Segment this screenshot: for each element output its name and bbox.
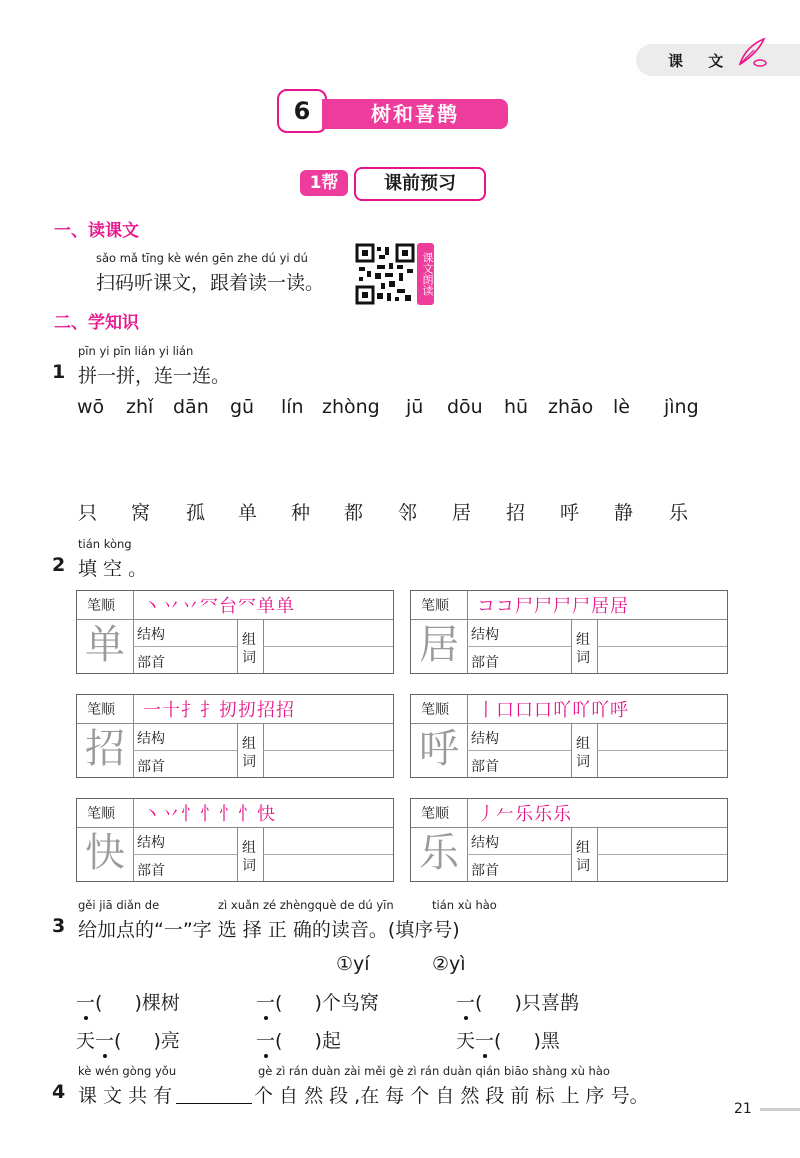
lesson-number: 6: [277, 89, 327, 133]
q3-text-b: “一”字 选 择 正 确的读音。(填序号): [154, 919, 460, 941]
word-label: 组: [576, 736, 590, 752]
word-label: 词: [576, 650, 590, 666]
q1-pinyin-word[interactable]: jìng: [664, 396, 699, 418]
q1-char[interactable]: 静: [614, 502, 634, 524]
radical-label: 部首: [137, 655, 165, 671]
stroke-step: 尸: [572, 596, 591, 617]
q1-char[interactable]: 种: [291, 502, 311, 524]
radical-answer[interactable]: [511, 855, 569, 880]
radical-label: 部首: [471, 655, 499, 671]
q3-item-suffix: )亮: [153, 1030, 180, 1052]
q1-pinyin-word[interactable]: gū: [230, 396, 255, 418]
divider: [571, 619, 572, 673]
q4-text-b: 个 自 然 段 ,在 每 个 自 然 段 前 标 上 序 号。: [254, 1085, 649, 1107]
big-char: 招: [85, 726, 125, 772]
structure-answer[interactable]: [177, 828, 235, 853]
structure-label: 结构: [471, 627, 499, 643]
q1-char[interactable]: 呼: [560, 502, 580, 524]
word-answer[interactable]: [599, 751, 725, 776]
q4-pinyin-b: gè zì rán duàn zài měi gè zì rán duàn qián biāo shàng xù hào: [258, 1064, 610, 1078]
q3-text-a: 给加点的: [78, 919, 155, 941]
q1-text: 拼一拼，连一连。: [78, 365, 231, 387]
divider: [571, 827, 572, 881]
stroke-sequence: [143, 800, 276, 826]
char-card: [410, 798, 728, 882]
word-answer[interactable]: [599, 828, 725, 853]
divider: [237, 827, 238, 881]
word-label: 组: [576, 632, 590, 648]
big-char: 呼: [419, 726, 459, 772]
word-answer[interactable]: [265, 855, 391, 880]
word-answer[interactable]: [265, 647, 391, 672]
q3-item-prefix: 一(: [76, 992, 103, 1014]
stroke-step: 㓁: [200, 596, 219, 617]
char-card: [76, 590, 394, 674]
q4-answer-blank[interactable]: [176, 1081, 252, 1104]
stroke-order-label: 笔顺: [421, 598, 449, 614]
feather-icon: [734, 36, 768, 68]
stroke-step: 扌: [181, 700, 200, 721]
radical-label: 部首: [137, 863, 165, 879]
char-card: [76, 694, 394, 778]
stroke-step: 扌: [200, 700, 219, 721]
q1-pinyin-word[interactable]: hū: [504, 396, 529, 418]
structure-label: 结构: [137, 731, 165, 747]
structure-label: 结构: [471, 835, 499, 851]
stroke-step: コ: [496, 596, 515, 617]
word-label: 组: [576, 840, 590, 856]
stroke-step: 丷: [162, 596, 181, 617]
radical-label: 部首: [471, 863, 499, 879]
divider: [467, 695, 468, 723]
word-answer[interactable]: [599, 620, 725, 645]
word-label: 组: [242, 632, 256, 648]
radical-answer[interactable]: [177, 855, 235, 880]
word-label: 词: [242, 858, 256, 874]
radical-label: 部首: [471, 759, 499, 775]
q1-pinyin-word[interactable]: jū: [406, 396, 424, 418]
stroke-step: 居: [610, 596, 629, 617]
stroke-step: 㓁: [238, 596, 257, 617]
stroke-step: 丨: [477, 700, 496, 721]
char-card: [76, 798, 394, 882]
big-char: 单: [85, 622, 125, 668]
word-answer[interactable]: [265, 620, 391, 645]
q3-item-prefix: 天一(: [456, 1030, 502, 1052]
stroke-step: 呼: [610, 700, 629, 721]
word-answer[interactable]: [265, 724, 391, 749]
stroke-step: 丷: [181, 596, 200, 617]
stroke-step: 单: [276, 596, 295, 617]
divider: [237, 619, 238, 673]
q3-item: [76, 988, 180, 1015]
q1-char[interactable]: 孤: [186, 502, 206, 524]
stroke-step: 扨: [219, 700, 238, 721]
word-label: 组: [242, 736, 256, 752]
stroke-step: 𠂉: [496, 804, 515, 825]
structure-answer[interactable]: [511, 828, 569, 853]
q4-text-a: 课 文 共 有: [78, 1085, 173, 1107]
structure-answer[interactable]: [511, 620, 569, 645]
stroke-step: 快: [257, 804, 276, 825]
structure-answer[interactable]: [511, 724, 569, 749]
q1-pinyin-word[interactable]: lè: [613, 396, 630, 418]
word-answer[interactable]: [265, 751, 391, 776]
stroke-step: 吖: [572, 700, 591, 721]
q2-number: 2: [52, 554, 66, 576]
stroke-step: 口: [515, 700, 534, 721]
q3-item: [456, 1026, 560, 1053]
q1-char[interactable]: 居: [452, 502, 472, 524]
structure-answer[interactable]: [177, 724, 235, 749]
q3-option: ②yì: [432, 953, 466, 975]
q3-item-suffix: )只喜鹊: [514, 992, 579, 1014]
stroke-step: 尸: [553, 596, 572, 617]
qr-code-icon[interactable]: [355, 243, 415, 305]
q2-pinyin: tián kòng: [78, 537, 132, 551]
q1-char[interactable]: 邻: [398, 502, 418, 524]
divider: [467, 799, 468, 827]
stroke-step: 招: [257, 700, 276, 721]
section-title: 课前预习: [354, 167, 486, 201]
stroke-step: コ: [477, 596, 496, 617]
stroke-step: 乐: [515, 804, 534, 825]
help-tag: 1帮: [300, 170, 348, 196]
lesson-title: 树和喜鹊: [322, 99, 508, 129]
structure-label: 结构: [471, 731, 499, 747]
radical-answer[interactable]: [511, 647, 569, 672]
big-char: 居: [419, 622, 459, 668]
word-answer[interactable]: [599, 855, 725, 880]
stroke-step: 单: [257, 596, 276, 617]
stroke-step: 居: [591, 596, 610, 617]
stroke-step: 吖: [591, 700, 610, 721]
stroke-step: 丿: [477, 804, 496, 825]
structure-label: 结构: [137, 835, 165, 851]
q3-item: [76, 1026, 180, 1053]
stroke-step: 忄: [238, 804, 257, 825]
divider: [133, 695, 134, 723]
q1-pinyin: pīn yi pīn lián yi lián: [78, 344, 194, 358]
q3-option: ①yí: [336, 953, 370, 975]
divider: [133, 799, 134, 827]
qr-label: 课文朗读: [417, 243, 434, 305]
q3-item-suffix: )黑: [533, 1030, 560, 1052]
stroke-step: 尸: [515, 596, 534, 617]
q1-char[interactable]: 单: [238, 502, 258, 524]
q1-pinyin-word[interactable]: dān: [173, 396, 209, 418]
char-card: [410, 590, 728, 674]
q4-pinyin-a: kè wén gòng yǒu: [78, 1064, 177, 1078]
q3-item: [256, 988, 379, 1015]
char-card: [410, 694, 728, 778]
stroke-step: 忄: [200, 804, 219, 825]
stroke-sequence: [477, 592, 629, 618]
word-label: 词: [242, 650, 256, 666]
stroke-order-label: 笔顺: [421, 806, 449, 822]
stroke-sequence: [477, 696, 629, 722]
stroke-step: 口: [496, 700, 515, 721]
q3-item-suffix: )个鸟窝: [314, 992, 379, 1014]
word-answer[interactable]: [599, 724, 725, 749]
q3-pinyin-c: tián xù hào: [432, 898, 497, 912]
q3-item-prefix: 一(: [256, 1030, 283, 1052]
word-answer[interactable]: [599, 647, 725, 672]
page-line: [760, 1108, 800, 1111]
radical-answer[interactable]: [177, 647, 235, 672]
q4-number: 4: [52, 1081, 66, 1103]
q1-pinyin-word[interactable]: lín: [281, 396, 304, 418]
q3-item-suffix: )棵树: [134, 992, 180, 1014]
big-char: 快: [85, 830, 125, 876]
structure-label: 结构: [137, 627, 165, 643]
q3-item: [456, 988, 579, 1015]
stroke-step: 台: [219, 596, 238, 617]
q1-char[interactable]: 只: [78, 502, 98, 524]
part1-heading: 一、读课文: [54, 221, 139, 241]
stroke-order-label: 笔顺: [87, 702, 115, 718]
stroke-order-label: 笔顺: [421, 702, 449, 718]
q1-number: 1: [52, 361, 66, 383]
stroke-step: 招: [276, 700, 295, 721]
radical-label: 部首: [137, 759, 165, 775]
stroke-step: 一: [143, 700, 162, 721]
stroke-step: 口: [534, 700, 553, 721]
q1-pinyin-word[interactable]: zhǐ: [126, 396, 154, 418]
q1-char[interactable]: 都: [344, 502, 364, 524]
stroke-step: 乐: [534, 804, 553, 825]
stroke-sequence: [477, 800, 572, 826]
q1-pinyin-word[interactable]: dōu: [447, 396, 483, 418]
q1-pinyin-word[interactable]: zhòng: [322, 396, 380, 418]
stroke-step: 乐: [553, 804, 572, 825]
q1-char[interactable]: 窝: [131, 502, 151, 524]
q3-item-prefix: 一(: [256, 992, 283, 1014]
stroke-sequence: [143, 592, 295, 618]
word-answer[interactable]: [265, 828, 391, 853]
structure-answer[interactable]: [177, 620, 235, 645]
q1-char[interactable]: 招: [506, 502, 526, 524]
q3-pinyin-a: gěi jiā diǎn de: [78, 898, 160, 912]
word-label: 词: [576, 754, 590, 770]
q3-item: [256, 1026, 341, 1053]
stroke-step: 丷: [162, 804, 181, 825]
q3-item-prefix: 一(: [456, 992, 483, 1014]
page-number: 21: [734, 1101, 752, 1117]
q3-item-prefix: 天一(: [76, 1030, 122, 1052]
stroke-step: 忄: [219, 804, 238, 825]
part1-pinyin: sǎo mǎ tīng kè wén gēn zhe dú yi dú: [96, 251, 308, 265]
stroke-step: 忄: [181, 804, 200, 825]
word-label: 词: [242, 754, 256, 770]
word-label: 词: [576, 858, 590, 874]
stroke-order-label: 笔顺: [87, 806, 115, 822]
stroke-sequence: [143, 696, 295, 722]
q1-pinyin-word[interactable]: zhāo: [548, 396, 594, 418]
divider: [467, 591, 468, 619]
part1-text: 扫码听课文，跟着读一读。: [96, 272, 325, 294]
q1-char[interactable]: 乐: [669, 502, 689, 524]
big-char: 乐: [419, 830, 459, 876]
stroke-step: 扨: [238, 700, 257, 721]
divider: [133, 591, 134, 619]
q1-pinyin-word[interactable]: wō: [77, 396, 105, 418]
q2-text: 填 空 。: [78, 558, 148, 580]
stroke-step: 吖: [553, 700, 572, 721]
word-label: 组: [242, 840, 256, 856]
q3-item-suffix: )起: [314, 1030, 341, 1052]
stroke-order-label: 笔顺: [87, 598, 115, 614]
radical-answer[interactable]: [177, 751, 235, 776]
part2-heading: 二、学知识: [54, 313, 139, 333]
stroke-step: 尸: [534, 596, 553, 617]
divider: [571, 723, 572, 777]
stroke-step: 十: [162, 700, 181, 721]
divider: [237, 723, 238, 777]
header-tab-label: 课 文: [668, 52, 734, 70]
stroke-step: 丶: [143, 596, 162, 617]
q3-pinyin-b: zì xuǎn zé zhèngquè de dú yīn: [218, 898, 394, 912]
radical-answer[interactable]: [511, 751, 569, 776]
q3-number: 3: [52, 915, 66, 937]
stroke-step: 丶: [143, 804, 162, 825]
